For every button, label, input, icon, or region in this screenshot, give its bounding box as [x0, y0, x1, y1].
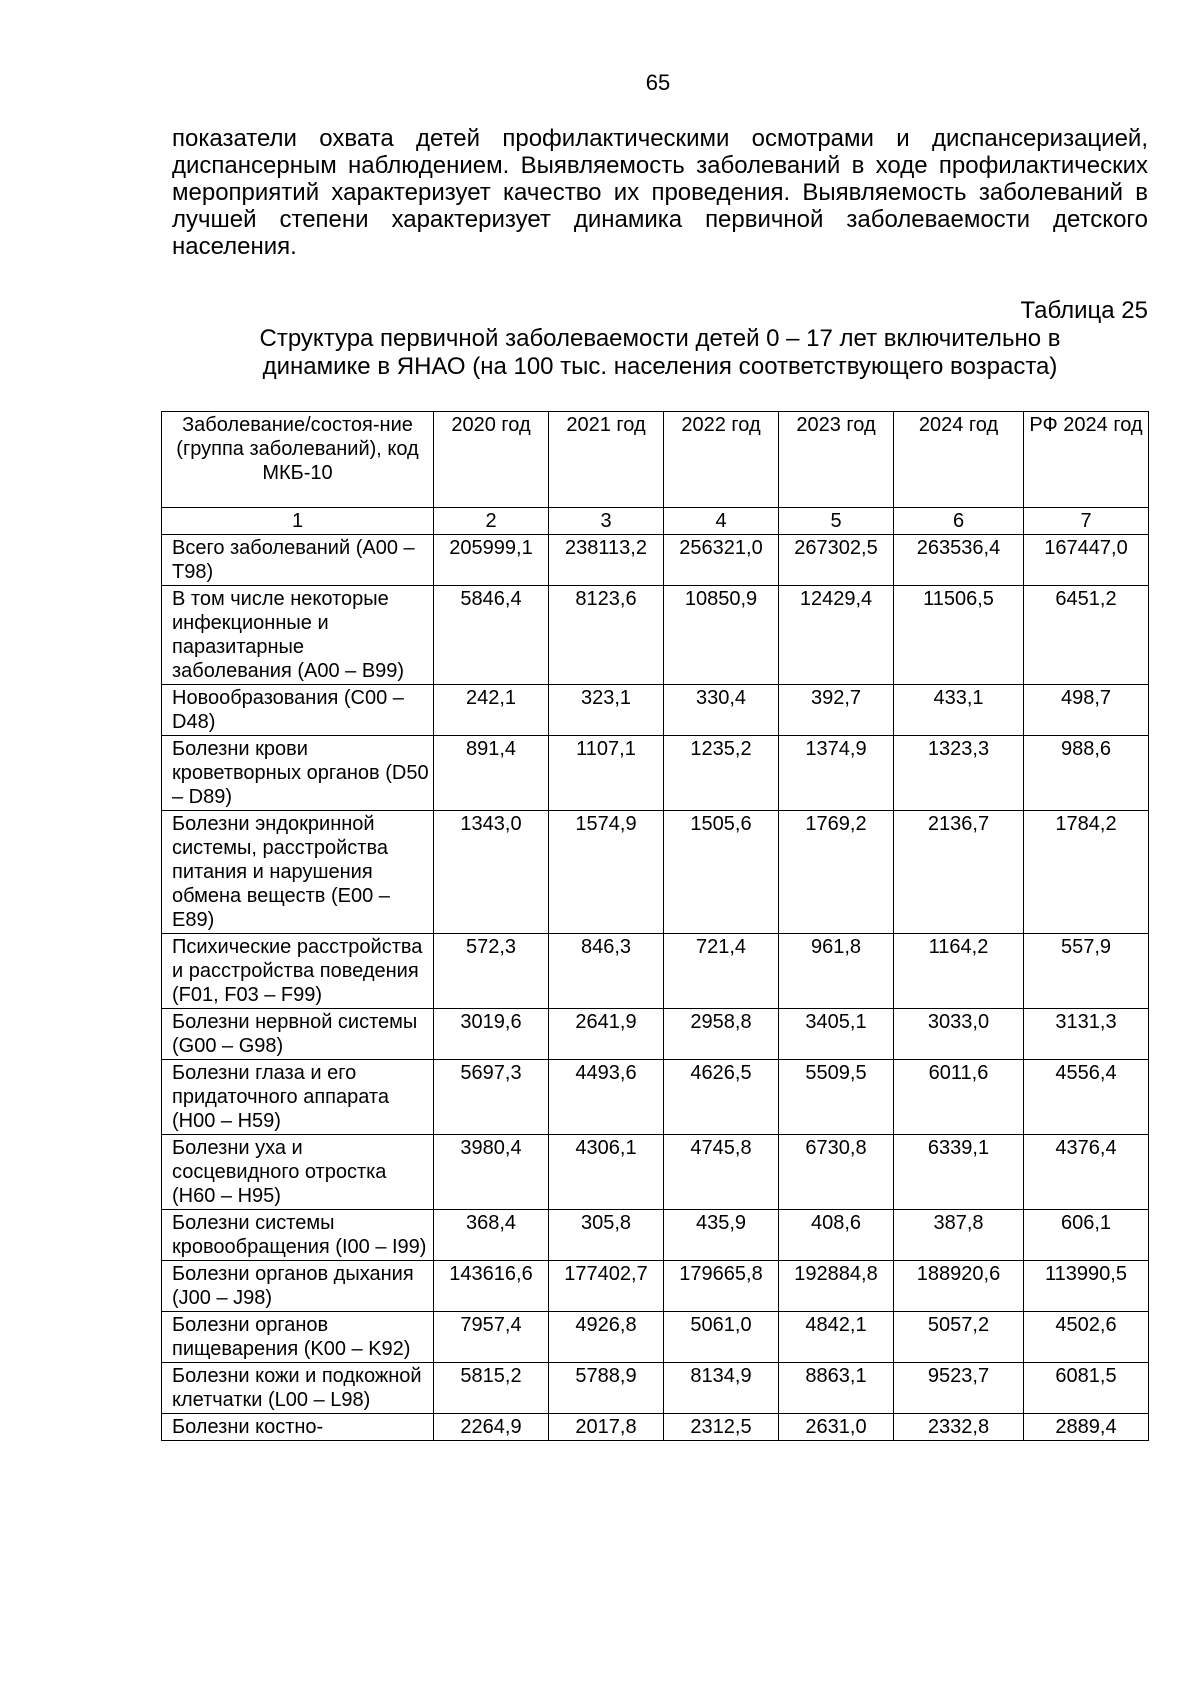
- value-cell: 2641,9: [549, 1009, 664, 1060]
- page-number: 65: [645, 70, 671, 95]
- table-row: [162, 934, 1149, 1009]
- column-number: 3: [549, 508, 664, 535]
- value-cell: 2264,9: [434, 1414, 549, 1441]
- table-caption: [172, 325, 1148, 381]
- disease-group-cell: Болезни крови кроветворных органов (D50 – D89): [162, 736, 434, 811]
- table-row: [162, 736, 1149, 811]
- table-caption-line: Структура первичной заболеваемости детей 0 – 17 лет включительно в: [259, 325, 1061, 352]
- column-number: 5: [779, 508, 894, 535]
- value-cell: 192884,8: [779, 1261, 894, 1312]
- value-cell: 238113,2: [549, 535, 664, 586]
- value-cell: 1784,2: [1024, 811, 1149, 934]
- header-cell: Заболевание/состоя-ние (группа заболеваний), код МКБ-10: [162, 412, 434, 508]
- table-row: [162, 1210, 1149, 1261]
- value-cell: 10850,9: [664, 586, 779, 685]
- value-cell: 498,7: [1024, 685, 1149, 736]
- table-row: [162, 1312, 1149, 1363]
- column-number: 7: [1024, 508, 1149, 535]
- value-cell: 392,7: [779, 685, 894, 736]
- value-cell: 7957,4: [434, 1312, 549, 1363]
- disease-group-cell: Болезни эндокринной системы, расстройства питания и нарушения обмена веществ (E00 – E89): [162, 811, 434, 934]
- disease-group-cell: Болезни нервной системы (G00 – G98): [162, 1009, 434, 1060]
- value-cell: 3131,3: [1024, 1009, 1149, 1060]
- value-cell: 330,4: [664, 685, 779, 736]
- value-cell: 435,9: [664, 1210, 779, 1261]
- value-cell: 4745,8: [664, 1135, 779, 1210]
- header-cell: 2020 год: [434, 412, 549, 508]
- value-cell: 5697,3: [434, 1060, 549, 1135]
- value-cell: 891,4: [434, 736, 549, 811]
- value-cell: 8134,9: [664, 1363, 779, 1414]
- value-cell: 1343,0: [434, 811, 549, 934]
- header-cell: 2024 год: [894, 412, 1024, 508]
- value-cell: 961,8: [779, 934, 894, 1009]
- value-cell: 4926,8: [549, 1312, 664, 1363]
- value-cell: 12429,4: [779, 586, 894, 685]
- value-cell: 267302,5: [779, 535, 894, 586]
- value-cell: 205999,1: [434, 535, 549, 586]
- value-cell: 6011,6: [894, 1060, 1024, 1135]
- value-cell: 8863,1: [779, 1363, 894, 1414]
- value-cell: 1235,2: [664, 736, 779, 811]
- value-cell: 143616,6: [434, 1261, 549, 1312]
- value-cell: 3405,1: [779, 1009, 894, 1060]
- value-cell: 1164,2: [894, 934, 1024, 1009]
- value-cell: 433,1: [894, 685, 1024, 736]
- value-cell: 6730,8: [779, 1135, 894, 1210]
- value-cell: 5509,5: [779, 1060, 894, 1135]
- value-cell: 242,1: [434, 685, 549, 736]
- value-cell: 3019,6: [434, 1009, 549, 1060]
- body-paragraph: показатели охвата детей профилактическими осмотрами и диспансеризацией, диспансерным наблюдением. Выявляемость заболеваний в ходе профилактических мероприятий характеризует качество их проведения. Выявляемость заболеваний в лучшей степени характеризует динамика первичной заболеваемости детского населения.: [172, 125, 1148, 260]
- value-cell: 988,6: [1024, 736, 1149, 811]
- value-cell: 408,6: [779, 1210, 894, 1261]
- value-cell: 4842,1: [779, 1312, 894, 1363]
- value-cell: 1574,9: [549, 811, 664, 934]
- value-cell: 2332,8: [894, 1414, 1024, 1441]
- column-number: 2: [434, 508, 549, 535]
- value-cell: 1505,6: [664, 811, 779, 934]
- table-row: [162, 535, 1149, 586]
- value-cell: 368,4: [434, 1210, 549, 1261]
- disease-group-cell: Новообразования (C00 – D48): [162, 685, 434, 736]
- value-cell: 5846,4: [434, 586, 549, 685]
- value-cell: 606,1: [1024, 1210, 1149, 1261]
- value-cell: 1769,2: [779, 811, 894, 934]
- value-cell: 4376,4: [1024, 1135, 1149, 1210]
- value-cell: 2312,5: [664, 1414, 779, 1441]
- value-cell: 5788,9: [549, 1363, 664, 1414]
- value-cell: 5057,2: [894, 1312, 1024, 1363]
- value-cell: 2136,7: [894, 811, 1024, 934]
- value-cell: 6451,2: [1024, 586, 1149, 685]
- column-number: 1: [162, 508, 434, 535]
- table-row: [162, 586, 1149, 685]
- column-number-row: [162, 508, 1149, 535]
- value-cell: 1107,1: [549, 736, 664, 811]
- table-row: [162, 1414, 1149, 1441]
- value-cell: 2889,4: [1024, 1414, 1149, 1441]
- table-row: [162, 1363, 1149, 1414]
- table-header-row: [162, 412, 1149, 508]
- value-cell: 4626,5: [664, 1060, 779, 1135]
- table-number: Таблица 25: [1020, 297, 1148, 324]
- value-cell: 5061,0: [664, 1312, 779, 1363]
- value-cell: 305,8: [549, 1210, 664, 1261]
- disease-group-cell: Болезни глаза и его придаточного аппарата (H00 – H59): [162, 1060, 434, 1135]
- value-cell: 323,1: [549, 685, 664, 736]
- column-number: 6: [894, 508, 1024, 535]
- table-body: [162, 535, 1149, 1441]
- value-cell: 2017,8: [549, 1414, 664, 1441]
- value-cell: 4502,6: [1024, 1312, 1149, 1363]
- value-cell: 167447,0: [1024, 535, 1149, 586]
- disease-group-cell: Болезни кожи и подкожной клетчатки (L00 – L98): [162, 1363, 434, 1414]
- disease-group-cell: Болезни костно-: [162, 1414, 434, 1441]
- value-cell: 113990,5: [1024, 1261, 1149, 1312]
- table-row: [162, 1261, 1149, 1312]
- value-cell: 188920,6: [894, 1261, 1024, 1312]
- table-row: [162, 1009, 1149, 1060]
- value-cell: 6339,1: [894, 1135, 1024, 1210]
- value-cell: 1374,9: [779, 736, 894, 811]
- value-cell: 177402,7: [549, 1261, 664, 1312]
- value-cell: 9523,7: [894, 1363, 1024, 1414]
- disease-group-cell: Болезни уха и сосцевидного отростка (H60 – H95): [162, 1135, 434, 1210]
- morbidity-table: [161, 411, 1149, 1441]
- value-cell: 8123,6: [549, 586, 664, 685]
- disease-group-cell: В том числе некоторые инфекционные и паразитарные заболевания (A00 – B99): [162, 586, 434, 685]
- value-cell: 263536,4: [894, 535, 1024, 586]
- header-cell: РФ 2024 год: [1024, 412, 1149, 508]
- value-cell: 572,3: [434, 934, 549, 1009]
- value-cell: 2631,0: [779, 1414, 894, 1441]
- value-cell: 256321,0: [664, 535, 779, 586]
- value-cell: 557,9: [1024, 934, 1149, 1009]
- header-cell: 2023 год: [779, 412, 894, 508]
- header-cell: 2021 год: [549, 412, 664, 508]
- table-caption-line: динамике в ЯНАО (на 100 тыс. населения соответствующего возраста): [262, 353, 1058, 380]
- value-cell: 4493,6: [549, 1060, 664, 1135]
- value-cell: 721,4: [664, 934, 779, 1009]
- table-row: [162, 685, 1149, 736]
- disease-group-cell: Болезни органов дыхания (J00 – J98): [162, 1261, 434, 1312]
- disease-group-cell: Болезни системы кровообращения (I00 – I99): [162, 1210, 434, 1261]
- disease-group-cell: Болезни органов пищеварения (K00 – K92): [162, 1312, 434, 1363]
- table-row: [162, 1060, 1149, 1135]
- disease-group-cell: Всего заболеваний (A00 – T98): [162, 535, 434, 586]
- value-cell: 1323,3: [894, 736, 1024, 811]
- value-cell: 5815,2: [434, 1363, 549, 1414]
- table-row: [162, 1135, 1149, 1210]
- value-cell: 4306,1: [549, 1135, 664, 1210]
- value-cell: 2958,8: [664, 1009, 779, 1060]
- value-cell: 3033,0: [894, 1009, 1024, 1060]
- value-cell: 846,3: [549, 934, 664, 1009]
- value-cell: 11506,5: [894, 586, 1024, 685]
- value-cell: 387,8: [894, 1210, 1024, 1261]
- header-cell: 2022 год: [664, 412, 779, 508]
- column-number: 4: [664, 508, 779, 535]
- disease-group-cell: Психические расстройства и расстройства поведения (F01, F03 – F99): [162, 934, 434, 1009]
- value-cell: 3980,4: [434, 1135, 549, 1210]
- table-row: [162, 811, 1149, 934]
- value-cell: 179665,8: [664, 1261, 779, 1312]
- value-cell: 4556,4: [1024, 1060, 1149, 1135]
- value-cell: 6081,5: [1024, 1363, 1149, 1414]
